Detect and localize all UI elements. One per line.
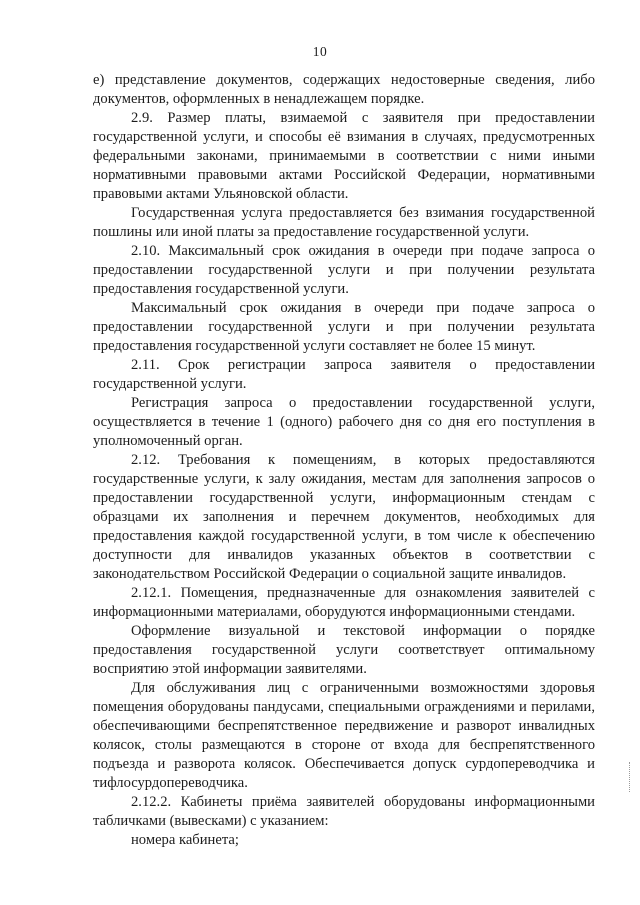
paragraph-13: номера кабинета; <box>131 832 239 848</box>
page-number: 10 <box>312 44 328 59</box>
paragraph-9: 2.12.1. Помещения, предназначенные для ознакомления заявителей с информационными материалами, оборудуются информационными стендами. <box>93 585 595 620</box>
paragraph-3: Государственная услуга предоставляется без взимания государственной пошлины или иной платы за предоставление государственной услуги. <box>93 205 595 240</box>
paragraph-10: Оформление визуальной и текстовой информации о порядке предоставления государственной услуги соответствует оптимальному восприятию этой информации заявителями. <box>93 623 595 677</box>
paragraph-1: е) представление документов, содержащих недостоверные сведения, либо документов, оформленных в ненадлежащем порядке. <box>93 72 595 107</box>
paragraph-2: 2.9. Размер платы, взимаемой с заявителя при предоставлении государственной услуги, и способы её взимания в случаях, предусмотренных федеральными законами, принимаемыми в соответствии с ними иными нормативными правовыми актами Российской Федерации, нормативными правовыми актами Ульяновской области. <box>93 110 595 202</box>
page-body <box>93 71 595 850</box>
scan-margin-mark <box>629 762 635 792</box>
paragraph-4: 2.10. Максимальный срок ожидания в очереди при подаче запроса о предоставлении государственной услуги и при получении результата предоставления государственной услуги. <box>93 243 595 297</box>
paragraph-6: 2.11. Срок регистрации запроса заявителя о предоставлении государственной услуги. <box>93 357 595 392</box>
paragraph-12: 2.12.2. Кабинеты приёма заявителей оборудованы информационными табличками (вывесками) с указанием: <box>93 794 595 829</box>
paragraph-7: Регистрация запроса о предоставлении государственной услуги, осуществляется в течение 1 (одного) рабочего дня со дня его поступления в уполномоченный орган. <box>93 395 595 449</box>
paragraph-11: Для обслуживания лиц с ограниченными возможностями здоровья помещения оборудованы пандусами, специальными ограждениями и перилами, обеспечивающими беспрепятственное передвижение и разворот инвалидных колясок, столы размещаются в стороне от входа для беспрепятственного подъезда и разворота колясок. Обеспечивается допуск сурдопереводчика и тифлосурдопереводчика. <box>93 680 595 791</box>
paragraph-5: Максимальный срок ожидания в очереди при подаче запроса о предоставлении государственной услуги и при получении результата предоставления государственной услуги составляет не более 15 минут. <box>93 300 595 354</box>
paragraph-8: 2.12. Требования к помещениям, в которых предоставляются государственные услуги, к залу ожидания, местам для заполнения запросов о предоставлении государственной услуги, информационным стендам с образцами их заполнения и перечнем документов, необходимых для предоставления каждой государственной услуги, в том числе к обеспечению доступности для инвалидов указанных объектов в соответствии с законодательством Российской Федерации о социальной защите инвалидов. <box>93 452 595 582</box>
